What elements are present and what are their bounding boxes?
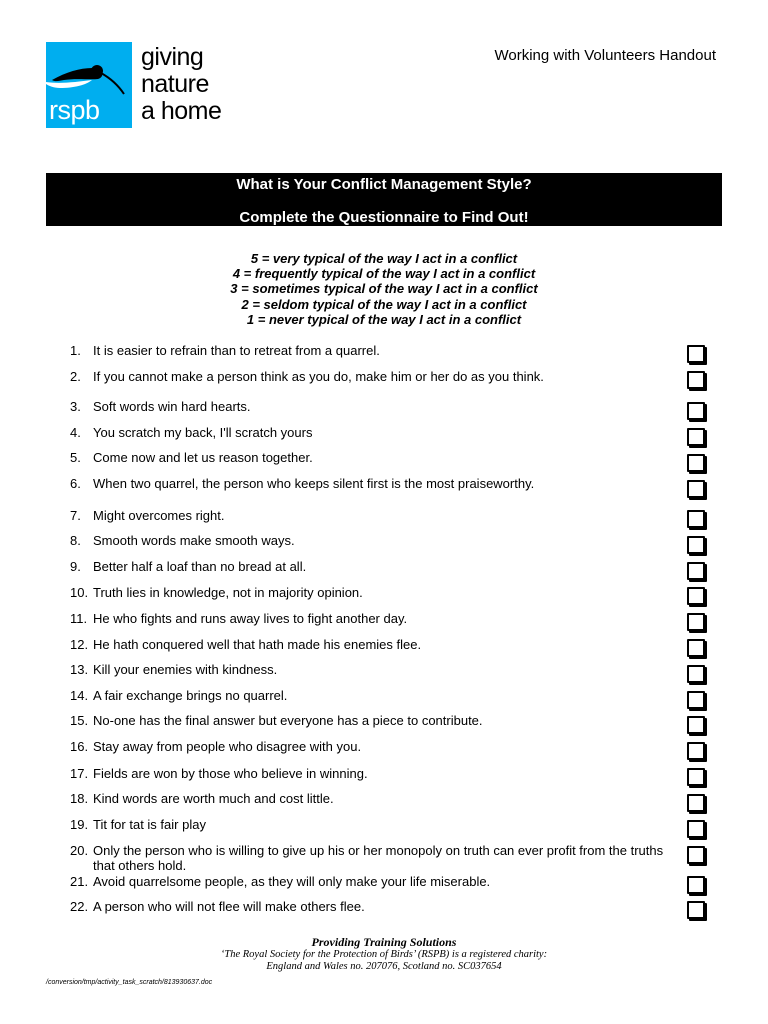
footer-line: ‘The Royal Society for the Protection of Birds’ (RSPB) is a registered charity: bbox=[220, 949, 548, 960]
rspb-wordmark: rspb bbox=[49, 95, 100, 125]
logo-tagline bbox=[141, 44, 221, 125]
answer-checkbox[interactable] bbox=[687, 562, 705, 580]
question-number: 3. bbox=[70, 399, 81, 414]
question-number: 10. bbox=[70, 585, 89, 600]
question-text: Stay away from people who disagree with you. bbox=[93, 739, 362, 754]
question-text: If you cannot make a person think as you do, make him or her do as you think. bbox=[93, 369, 544, 384]
rspb-logo bbox=[46, 42, 246, 128]
file-path: /conversion/tmp/activity_task_scratch/813930637.doc bbox=[46, 979, 213, 986]
question-text: Only the person who is willing to give up his or her monopoly on truth can ever profit from the truths that others hold. bbox=[93, 843, 664, 873]
answer-checkbox[interactable] bbox=[687, 639, 705, 657]
footer-title: Providing Training Solutions bbox=[311, 935, 457, 949]
question-text: Better half a loaf than no bread at all. bbox=[93, 559, 307, 574]
question-number: 19. bbox=[70, 817, 89, 832]
question-number: 12. bbox=[70, 637, 89, 652]
question-text: He who fights and runs away lives to fight another day. bbox=[93, 611, 408, 626]
question-number: 22. bbox=[70, 899, 89, 914]
tagline-line: nature bbox=[141, 70, 209, 98]
question-text: Soft words win hard hearts. bbox=[93, 399, 251, 414]
answer-checkbox[interactable] bbox=[687, 876, 705, 894]
question-text: Truth lies in knowledge, not in majority opinion. bbox=[93, 585, 363, 600]
question-number: 2. bbox=[70, 369, 81, 384]
tagline-line: giving bbox=[141, 43, 204, 71]
question-text: Tit for tat is fair play bbox=[93, 817, 206, 832]
question-text: Come now and let us reason together. bbox=[93, 450, 313, 465]
scale-line: 5 = very typical of the way I act in a conflict bbox=[250, 251, 518, 266]
question-text: Might overcomes right. bbox=[93, 508, 225, 523]
tagline-line: a home bbox=[141, 97, 222, 125]
question-text: Kill your enemies with kindness. bbox=[93, 662, 278, 677]
answer-checkbox[interactable] bbox=[687, 587, 705, 605]
question-number: 14. bbox=[70, 688, 89, 703]
question-text: No-one has the final answer but everyone has a piece to contribute. bbox=[93, 713, 483, 728]
question-number: 7. bbox=[70, 508, 81, 523]
answer-checkbox[interactable] bbox=[687, 480, 705, 498]
question-text: Smooth words make smooth ways. bbox=[93, 533, 295, 548]
answer-checkbox[interactable] bbox=[687, 768, 705, 786]
answer-checkbox[interactable] bbox=[687, 402, 705, 420]
answer-checkbox[interactable] bbox=[687, 454, 705, 472]
question-text: You scratch my back, I'll scratch yours bbox=[93, 425, 313, 440]
question-text: A person who will not flee will make others flee. bbox=[93, 899, 365, 914]
question-text: He hath conquered well that hath made his enemies flee. bbox=[93, 637, 422, 652]
question-text: When two quarrel, the person who keeps silent first is the most praiseworthy. bbox=[93, 476, 535, 491]
answer-checkbox[interactable] bbox=[687, 345, 705, 363]
answer-checkbox[interactable] bbox=[687, 716, 705, 734]
question-number: 15. bbox=[70, 713, 89, 728]
answer-checkbox[interactable] bbox=[687, 613, 705, 631]
question-number: 9. bbox=[70, 559, 81, 574]
scale-line: 1 = never typical of the way I act in a conflict bbox=[246, 311, 522, 327]
question-number: 16. bbox=[70, 739, 89, 754]
scale-line: 2 = seldom typical of the way I act in a conflict bbox=[241, 296, 527, 312]
question-text: Avoid quarrelsome people, as they will only make your life miserable. bbox=[93, 874, 491, 889]
question-number: 17. bbox=[70, 766, 89, 781]
question-number: 20. bbox=[70, 843, 89, 858]
footer-charity-info bbox=[0, 949, 768, 972]
rspb-logo-mark bbox=[46, 42, 132, 128]
rating-scale bbox=[0, 251, 768, 327]
answer-checkbox[interactable] bbox=[687, 794, 705, 812]
answer-checkbox[interactable] bbox=[687, 820, 705, 838]
scale-line: 4 = frequently typical of the way I act in a conflict bbox=[232, 266, 536, 282]
question-number: 5. bbox=[70, 450, 81, 465]
question-number: 8. bbox=[70, 533, 81, 548]
answer-checkbox[interactable] bbox=[687, 428, 705, 446]
title-banner bbox=[46, 173, 722, 226]
question-number: 11. bbox=[70, 611, 88, 626]
answer-checkbox[interactable] bbox=[687, 742, 705, 760]
question-text: A fair exchange brings no quarrel. bbox=[93, 688, 288, 703]
question-number: 1. bbox=[70, 343, 81, 358]
question-number: 4. bbox=[70, 425, 81, 440]
question-number: 21. bbox=[70, 874, 89, 889]
question-text: Fields are won by those who believe in winning. bbox=[93, 766, 368, 781]
answer-checkbox[interactable] bbox=[687, 691, 705, 709]
scale-line: 3 = sometimes typical of the way I act in a conflict bbox=[230, 281, 538, 297]
question-number: 18. bbox=[70, 791, 89, 806]
answer-checkbox[interactable] bbox=[687, 510, 705, 528]
banner-subtitle: Complete the Questionnaire to Find Out! bbox=[239, 209, 529, 226]
question-number: 13. bbox=[70, 662, 89, 677]
handout-title: Working with Volunteers Handout bbox=[494, 47, 716, 64]
footer-line: England and Wales no. 207076, Scotland no. SC037654 bbox=[266, 960, 502, 972]
banner-title: What is Your Conflict Management Style? bbox=[236, 176, 532, 193]
answer-checkbox[interactable] bbox=[687, 846, 705, 864]
answer-checkbox[interactable] bbox=[687, 665, 705, 683]
answer-checkbox[interactable] bbox=[687, 901, 705, 919]
answer-checkbox[interactable] bbox=[687, 371, 705, 389]
question-number: 6. bbox=[70, 476, 81, 491]
question-text: Kind words are worth much and cost little. bbox=[93, 791, 334, 806]
answer-checkbox[interactable] bbox=[687, 536, 705, 554]
question-text: It is easier to refrain than to retreat from a quarrel. bbox=[93, 343, 380, 358]
